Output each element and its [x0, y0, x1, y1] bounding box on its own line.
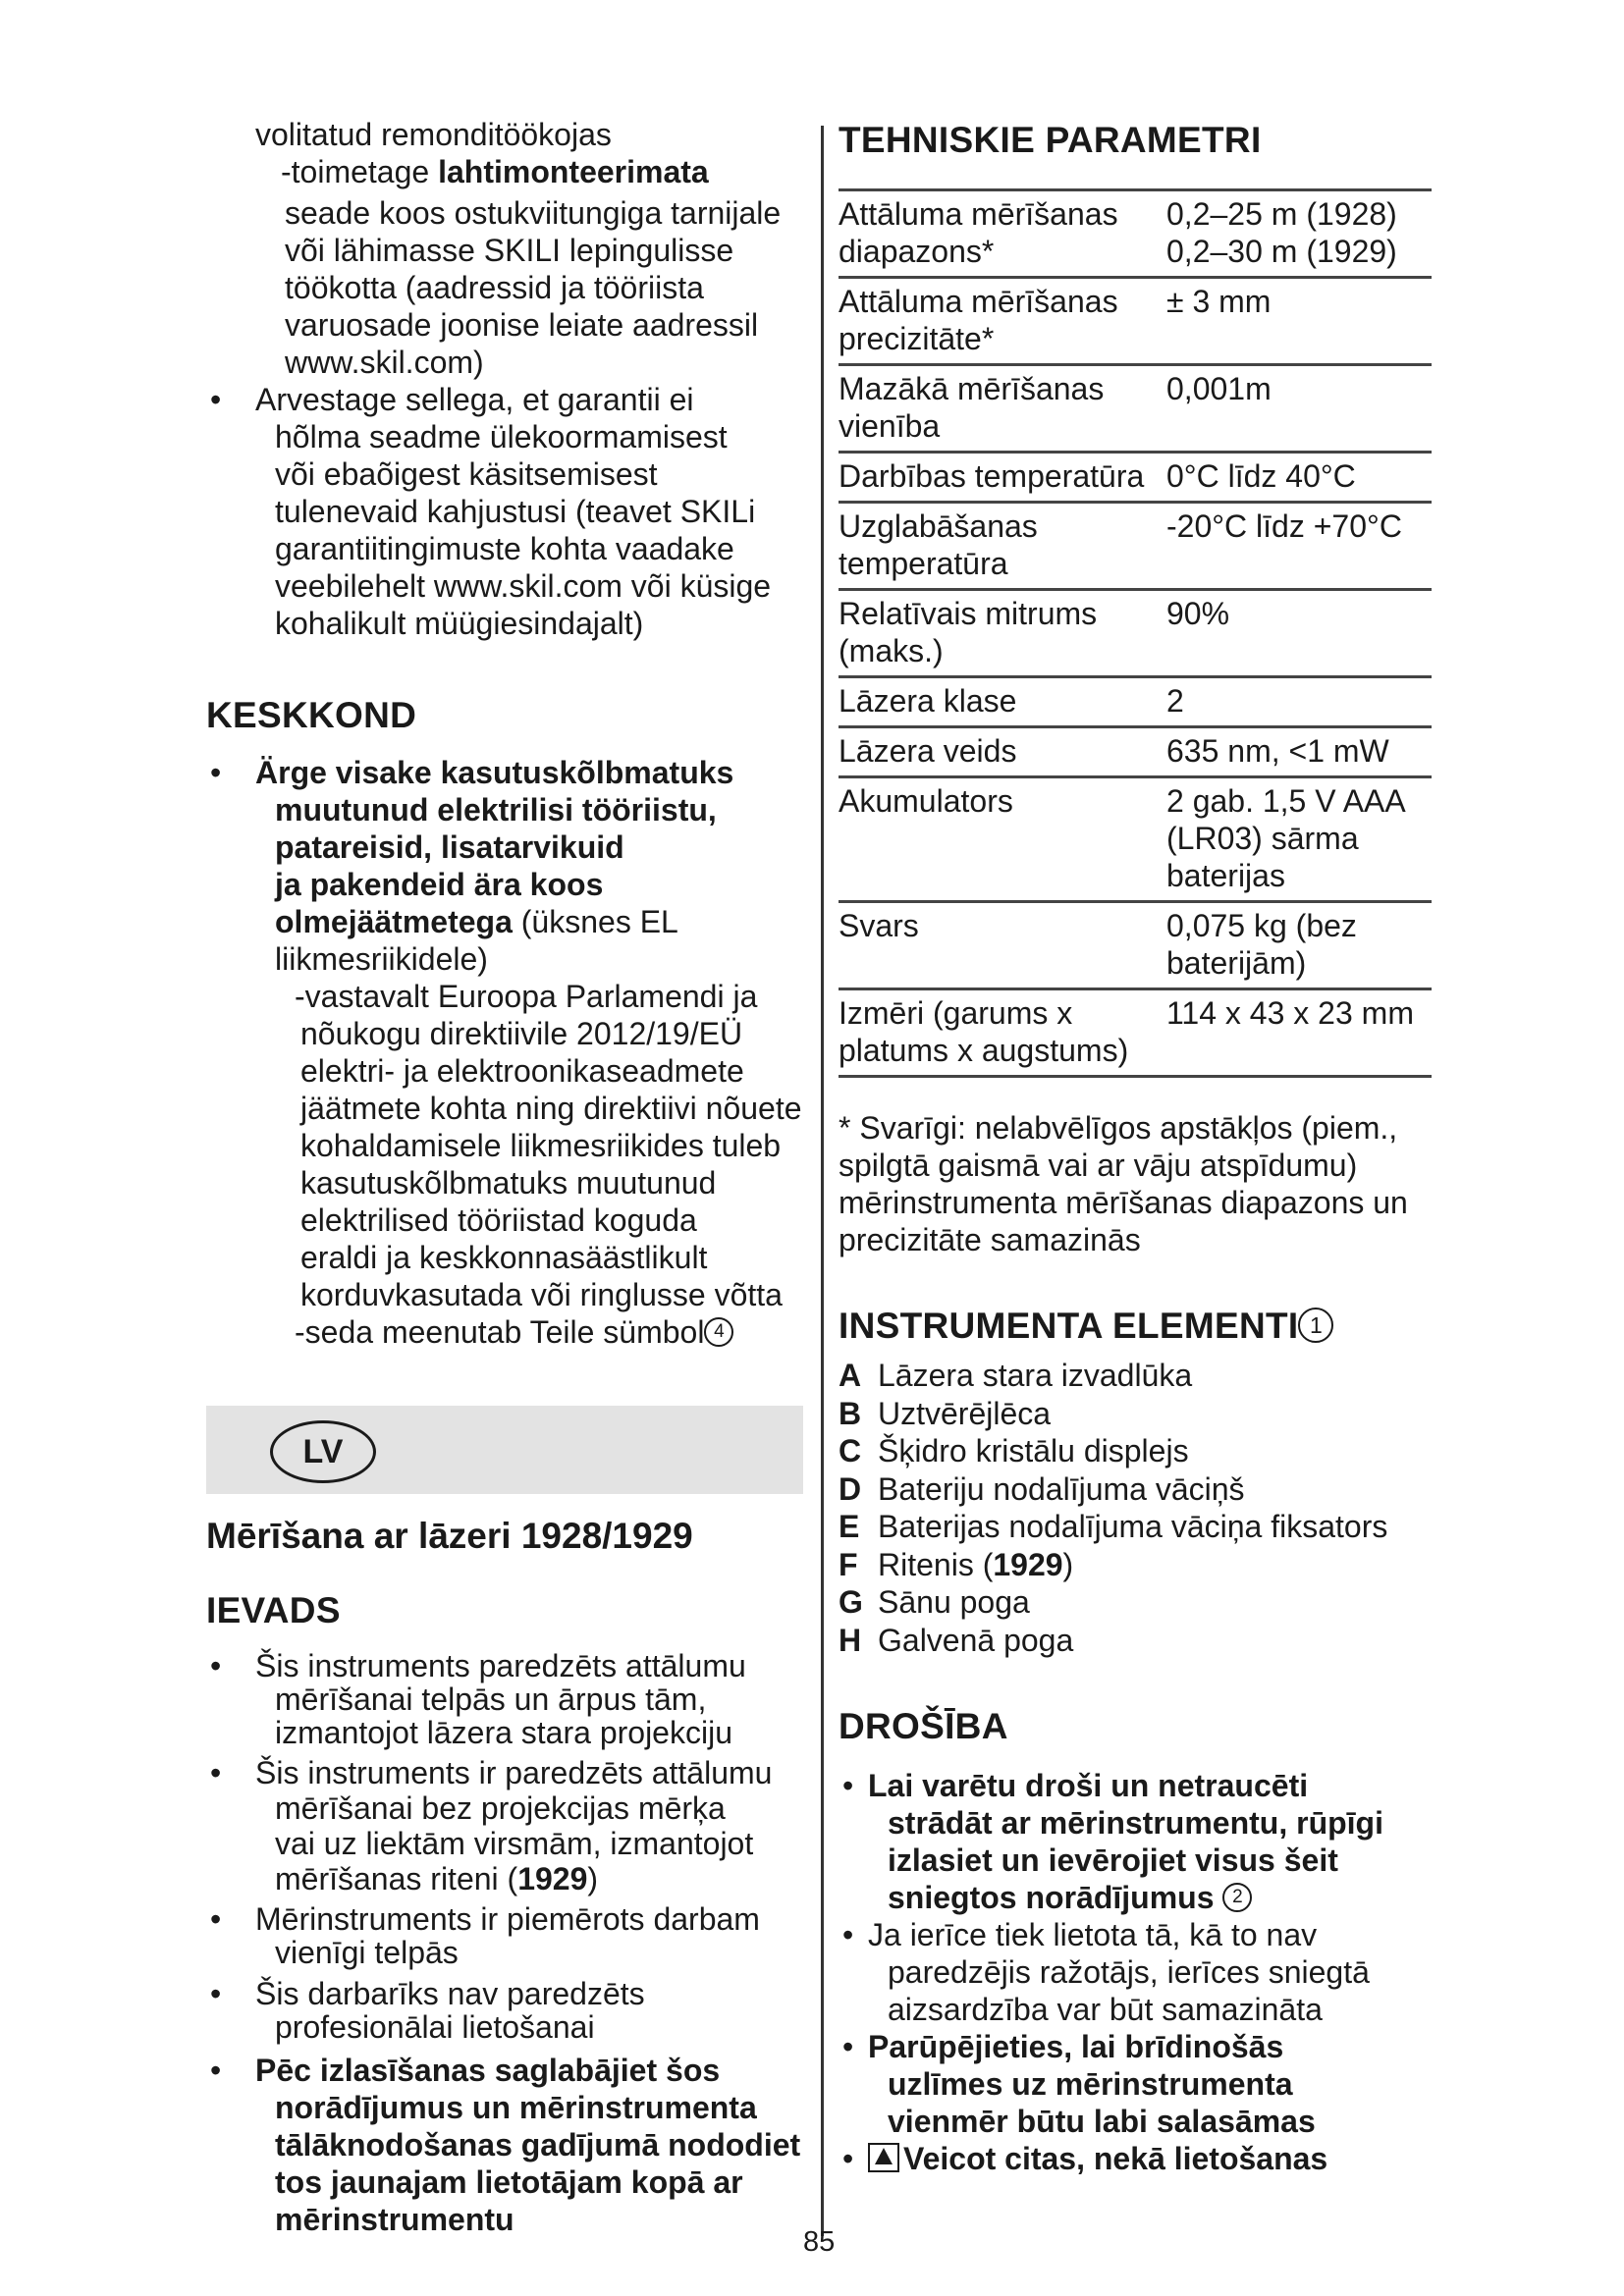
text-line: * Svarīgi: nelabvēlīgos apstākļos (piem., — [839, 1110, 1398, 1146]
spec-label-line: Mazākā mērīšanas — [839, 371, 1105, 406]
intro-bullet — [206, 1649, 805, 1749]
element-letter: C — [839, 1433, 862, 1468]
text-line: nõukogu direktiivile 2012/19/EÜ — [300, 1016, 743, 1051]
spec-label — [839, 590, 1166, 677]
text-line: Mērinstruments ir piemērots darbam — [255, 1901, 760, 1937]
heading-text: INSTRUMENTA ELEMENTI — [839, 1306, 1299, 1346]
spec-label — [839, 365, 1166, 453]
right-column — [839, 116, 1432, 2177]
text-line: Šis instruments ir paredzēts attālumu — [255, 1755, 773, 1790]
text-line: precizitāte samazinās — [839, 1222, 1141, 1257]
spec-value — [1166, 677, 1432, 727]
spec-value — [1166, 727, 1432, 777]
spec-label-line: diapazons* — [839, 234, 995, 269]
spec-label-line: vienība — [839, 408, 941, 444]
element-item — [839, 1622, 1432, 1660]
intro-bullet-bold — [206, 2052, 805, 2238]
product-title: Mērīšana ar lāzeri 1928/1929 — [206, 1516, 693, 1556]
spec-label-line: platums x augstums) — [839, 1033, 1129, 1068]
text-run: (üksnes EL — [512, 904, 678, 939]
text-line: volitatud remonditöökojas — [255, 117, 612, 152]
spec-value-line: (LR03) sārma — [1166, 821, 1359, 856]
text-line: mērinstrumenta mērīšanas diapazons un — [839, 1185, 1408, 1220]
text-line: varuosade joonise leiate aadressil — [285, 307, 759, 343]
spec-value-line: 90% — [1166, 596, 1230, 631]
spec-label — [839, 503, 1166, 590]
text-run: mērīšanas riteni ( — [275, 1861, 518, 1896]
text-run: -toimetage — [281, 154, 439, 189]
text-line: aizsardzība var būt samazināta — [888, 1992, 1323, 2027]
spec-row — [839, 503, 1432, 590]
text-line: garantiitingimuste kohta vaadake — [275, 531, 734, 566]
spec-value-line: 0,2–25 m (1928) — [1166, 196, 1397, 232]
spec-label-line: Izmēri (garums x — [839, 995, 1073, 1031]
element-letter: A — [839, 1358, 862, 1393]
elements-list — [839, 1357, 1432, 1659]
element-item — [839, 1395, 1432, 1433]
bullet-dot: • — [842, 1917, 854, 1952]
text-line-bold: tos jaunajam lietotājam kopā ar — [275, 2164, 743, 2200]
element-letter: D — [839, 1470, 862, 1507]
text-line: eraldi ja keskkonnasäästlikult — [300, 1240, 708, 1275]
spec-label-line: Svars — [839, 908, 919, 943]
text-line: liikmesriikidele) — [275, 941, 488, 977]
text-run: ) — [587, 1861, 599, 1896]
safety-bullet — [839, 1916, 1432, 2028]
spec-value-line: baterijām) — [1166, 945, 1307, 981]
spec-label-line: Lāzera klase — [839, 683, 1017, 719]
text-run-bold: sniegtos norādījumus — [888, 1880, 1215, 1915]
spec-label-line: Attāluma mērīšanas — [839, 284, 1118, 319]
text-line: Šis darbarīks nav paredzēts — [255, 1976, 645, 2011]
spec-row — [839, 902, 1432, 989]
text-line-bold: tālāknodošanas gadījumā nododiet — [275, 2127, 801, 2163]
element-text: Uztvērējlēca — [878, 1395, 1052, 1431]
text-line-bold: Parūpējieties, lai brīdinošās — [868, 2029, 1284, 2064]
spec-label-line: temperatūra — [839, 546, 1008, 581]
element-item — [839, 1583, 1432, 1622]
text-line-bold: Ärge visake kasutuskõlbmatuks — [255, 755, 734, 790]
bullet-dot: • — [842, 2141, 854, 2176]
element-text: Šķidro kristālu displejs — [878, 1433, 1189, 1468]
text-line: Ja ierīce tiek lietota tā, kā to nav — [868, 1917, 1318, 1952]
spec-value — [1166, 453, 1432, 503]
text-run-bold: Veicot citas, nekā lietošanas — [903, 2141, 1328, 2176]
bullet-dot: • — [210, 1976, 222, 2011]
text-line-bold: muutunud elektrilisi tööriistu, — [275, 792, 717, 828]
element-letter: E — [839, 1509, 860, 1544]
symbol-reference-circle: 4 — [704, 1317, 733, 1347]
spec-value-line: 0,2–30 m (1929) — [1166, 234, 1397, 269]
spec-label-line: Akumulators — [839, 783, 1013, 819]
text-line — [255, 1861, 805, 1896]
bullet-dot: • — [842, 2029, 854, 2064]
spec-value — [1166, 902, 1432, 989]
spec-row — [839, 590, 1432, 677]
spec-label — [839, 989, 1166, 1077]
intro-bullet — [206, 1902, 805, 1969]
bullet-dot: • — [210, 1648, 222, 1683]
text-line-bold: uzlīmes uz mērinstrumenta — [888, 2066, 1293, 2102]
element-text: Bateriju nodalījuma vāciņš — [878, 1470, 1245, 1507]
spec-label — [839, 727, 1166, 777]
left-column — [206, 116, 805, 1351]
text-line-bold: ja pakendeid ära koos — [275, 867, 604, 902]
figure-reference-circle: 2 — [1222, 1883, 1252, 1912]
text-line: hõlma seadme ülekoormamisest — [275, 419, 728, 454]
text-line: või ebaõigest käsitsemisest — [275, 456, 658, 492]
element-letter: F — [839, 1546, 858, 1582]
spec-value — [1166, 365, 1432, 453]
bullet-dot: • — [210, 2053, 222, 2088]
text-line-bold: mērinstrumentu — [275, 2202, 514, 2237]
section-heading-keskkond: KESKKOND — [206, 695, 417, 735]
bullet-dot: • — [210, 755, 222, 790]
spec-label — [839, 902, 1166, 989]
text-line — [206, 153, 805, 190]
section-heading-ievads: IEVADS — [206, 1590, 341, 1630]
element-text: Lāzera stara izvadlūka — [878, 1358, 1193, 1393]
element-letter: H — [839, 1622, 862, 1658]
spec-label — [839, 190, 1166, 278]
text-line: Šis instruments paredzēts attālumu — [255, 1648, 746, 1683]
text-line — [255, 1313, 805, 1351]
text-line-bold: izlasiet un ievērojiet visus šeit — [888, 1842, 1338, 1878]
element-item — [839, 1432, 1432, 1470]
guarantee-bullet — [206, 381, 805, 642]
page-number: 85 — [803, 2226, 836, 2258]
spec-label-line: (maks.) — [839, 633, 944, 668]
spec-value-line: 635 nm, <1 mW — [1166, 733, 1389, 769]
text-line-bold: vienmēr būtu labi salasāmas — [888, 2104, 1316, 2139]
spec-row — [839, 278, 1432, 365]
spec-value — [1166, 777, 1432, 902]
text-line: veebilehelt www.skil.com või küsige — [275, 568, 772, 604]
spec-value — [1166, 190, 1432, 278]
text-line: mērīšanai bez projekcijas mērķa — [275, 1790, 726, 1826]
safety-bullet — [839, 2140, 1432, 2177]
text-line: paredzējis ražotājs, ierīces sniegtā — [888, 1954, 1370, 1990]
text-run-bold: olmejäätmetega — [275, 904, 513, 939]
spec-label — [839, 777, 1166, 902]
element-item — [839, 1357, 1432, 1395]
spec-row — [839, 677, 1432, 727]
section-heading-tehniskie-parametri: TEHNISKIE PARAMETRI — [839, 120, 1262, 160]
spec-label — [839, 677, 1166, 727]
spec-row — [839, 777, 1432, 902]
spec-value-line: ± 3 mm — [1166, 284, 1272, 319]
spec-value — [1166, 278, 1432, 365]
element-item — [839, 1470, 1432, 1509]
spec-row — [839, 190, 1432, 278]
text-line: spilgtā gaismā vai ar vāju atspīdumu) — [839, 1148, 1358, 1183]
safety-bullet — [839, 1767, 1432, 1916]
spec-value-line: 2 gab. 1,5 V AAA — [1166, 783, 1406, 819]
text-line: Arvestage sellega, et garantii ei — [255, 382, 694, 417]
spec-value-line: -20°C līdz +70°C — [1166, 508, 1402, 544]
text-line-bold: Pēc izlasīšanas saglabājiet šos — [255, 2053, 721, 2088]
spec-row — [839, 453, 1432, 503]
text-line: elektri- ja elektroonikaseadmete — [300, 1053, 744, 1089]
element-text: Baterijas nodalījuma vāciņa fiksators — [878, 1509, 1388, 1544]
text-line: elektrilised tööriistad koguda — [300, 1202, 697, 1238]
spec-value — [1166, 989, 1432, 1077]
spec-label — [839, 278, 1166, 365]
text-line: kohaldamisele liikmesriikides tuleb — [300, 1128, 782, 1163]
text-line: korduvkasutada või ringlusse võtta — [300, 1277, 783, 1312]
language-banner — [206, 1406, 803, 1494]
intro-bullet — [206, 1755, 805, 1896]
spec-value — [1166, 590, 1432, 677]
left-column-lower — [206, 1516, 805, 2238]
text-line: jäätmete kohta ning direktiivi nõuete — [300, 1091, 802, 1126]
spec-value-line: 114 x 43 x 23 mm — [1166, 995, 1414, 1031]
bullet-dot: • — [210, 1755, 222, 1790]
bullet-dot: • — [210, 382, 222, 417]
spec-label-line: Darbības temperatūra — [839, 458, 1145, 494]
spec-footnote — [839, 1109, 1432, 1258]
text-line: vienīgi telpās — [275, 1935, 459, 1970]
element-letter: B — [839, 1395, 862, 1431]
text-line: kasutuskõlbmatuks muutunud — [300, 1165, 717, 1201]
text-line: tulenevaid kahjustusi (teavet SKILi — [275, 494, 756, 529]
element-item — [839, 1508, 1432, 1546]
spec-label-line: Lāzera veids — [839, 733, 1017, 769]
safety-bullet — [839, 2028, 1432, 2140]
text-line-bold: patareisid, lisatarvikuid — [275, 829, 624, 865]
text-run: -seda meenutab Teile sümbol — [295, 1314, 705, 1350]
spec-value-line: 2 — [1166, 683, 1184, 719]
figure-reference-circle: 1 — [1298, 1308, 1333, 1343]
text-line-bold — [868, 1879, 1432, 1916]
spec-label-line: Relatīvais mitrums — [839, 596, 1098, 631]
spec-value — [1166, 503, 1432, 590]
column-divider — [821, 126, 824, 2236]
text-run-bold: lahtimonteerimata — [438, 154, 709, 189]
text-line: -vastavalt Euroopa Parlamendi ja — [295, 979, 758, 1014]
element-text-bold: 1929 — [993, 1546, 1063, 1582]
element-text: ) — [1062, 1546, 1074, 1582]
element-text: Ritenis ( — [878, 1546, 994, 1582]
spec-value-line: 0,001m — [1166, 371, 1272, 406]
spec-value-line: 0°C līdz 40°C — [1166, 458, 1356, 494]
warning-icon — [868, 2143, 899, 2172]
text-line: või lähimasse SKILI lepingulisse — [285, 233, 734, 268]
text-line-bold: Lai varētu droši un netraucēti — [868, 1768, 1309, 1803]
spec-value-line: 0,075 kg (bez — [1166, 908, 1357, 943]
text-line-bold: strādāt ar mērinstrumentu, rūpīgi — [888, 1805, 1383, 1841]
section-heading-instrumenta-elementi — [839, 1306, 1432, 1347]
section-heading-drosiba: DROŠĪBA — [839, 1706, 1008, 1746]
spec-row — [839, 365, 1432, 453]
spec-value-line: baterijas — [1166, 858, 1285, 893]
spec-label-line: Attāluma mērīšanas — [839, 196, 1118, 232]
text-line — [255, 903, 805, 940]
text-line: izmantojot lāzera stara projekciju — [275, 1715, 732, 1750]
text-line: kohalikult müügiesindajalt) — [275, 606, 644, 641]
spec-row — [839, 727, 1432, 777]
text-line: mērīšanai telpās un ārpus tām, — [275, 1682, 707, 1717]
bullet-dot: • — [842, 1768, 854, 1803]
spec-label-line: Uzglabāšanas — [839, 508, 1038, 544]
environment-bullet — [206, 754, 805, 1351]
bullet-dot: • — [210, 1901, 222, 1937]
text-run-bold: 1929 — [517, 1861, 588, 1896]
spec-label-line: precizitāte* — [839, 321, 995, 356]
element-text: Galvenā poga — [878, 1622, 1074, 1658]
intro-bullet — [206, 1977, 805, 2044]
element-item — [839, 1546, 1432, 1584]
element-letter: G — [839, 1584, 863, 1620]
text-line: seade koos ostukviitungiga tarnijale — [285, 195, 782, 231]
language-badge: LV — [270, 1420, 376, 1483]
text-line-bold — [868, 2140, 1432, 2177]
text-line: www.skil.com) — [285, 345, 484, 380]
text-line: vai uz liektām virsmām, izmantojot — [275, 1826, 754, 1861]
spec-row — [839, 989, 1432, 1077]
spec-label — [839, 453, 1166, 503]
element-text: Sānu poga — [878, 1584, 1030, 1620]
text-line: töökotta (aadressid ja tööriista — [285, 270, 704, 305]
text-line-bold: norādījumus un mērinstrumenta — [275, 2090, 757, 2125]
text-line: profesionālai lietošanai — [275, 2009, 595, 2045]
spec-table — [839, 188, 1432, 1078]
